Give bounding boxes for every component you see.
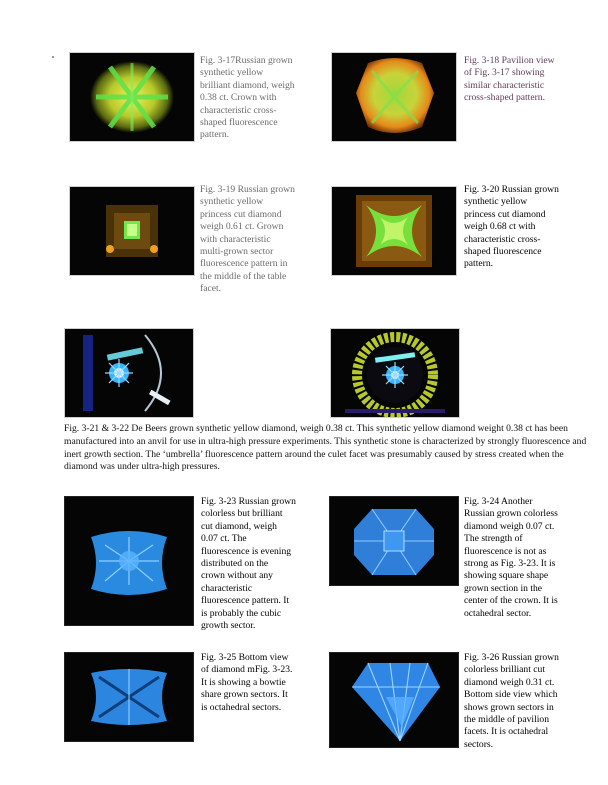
page-speck	[52, 56, 54, 58]
caption-fig-3-21-22: Fig. 3-21 & 3-22 De Beers grown synthetic yellow diamond, weigh 0.38 ct. This synthetic yellow diamond weight 0.38 ct has been manufactured into an anvil for use in ultra-high pressure experiments. This synthetic stone is characterized by strongly fluorescence and inert growth section. The ‘umbrella’ fluorescence pattern around the culet facet was presumably caused by stress created when the diamond was under ultra-high pressures.	[64, 423, 587, 473]
caption-fig-3-25: Fig. 3-25 Bottom view of diamond mFig. 3-23. It is showing a bowtie share grown sectors. It is octahedral sectors.	[201, 652, 293, 713]
caption-fig-3-20: Fig. 3-20 Russian grown synthetic yellow princess cut diamond weigh 0.68 ct with characteristic cross- shaped fluorescence pattern.	[464, 184, 559, 270]
caption-fig-3-19: Fig. 3-19 Russian grown synthetic yellow princess cut diamond weigh 0.61 ct. Grown with characteristic multi-grown sector fluorescence pattern in the middle of the table facet.	[200, 184, 295, 295]
caption-fig-3-23: Fig. 3-23 Russian grown colorless but brilliant cut diamond, weigh 0.07 ct. The fluorescence is evening distributed on the crown without any characteristic fluorescence pattern. It is probably the cubic growth sector.	[201, 496, 296, 632]
caption-fig-3-26: Fig. 3-26 Russian grown colorless brilliant cut diamond weigh 0.31 ct. Bottom side view which shows grown sectors in the middle of pavilion facets. It is octahedral sectors.	[464, 652, 559, 750]
photo-fig-3-17	[69, 52, 195, 142]
photo-fig-3-24	[329, 496, 459, 586]
caption-fig-3-17: Fig. 3-17Russian grown synthetic yellow brilliant diamond, weigh 0.38 ct. Crown with characteristic cross- shaped fluorescence pattern.	[200, 55, 295, 141]
photo-fig-3-19	[69, 186, 195, 276]
photo-fig-3-18	[331, 52, 457, 142]
photo-fig-3-20	[331, 186, 457, 276]
photo-fig-3-23	[64, 496, 194, 626]
photo-fig-3-22	[330, 328, 460, 418]
caption-fig-3-18: Fig. 3-18 Pavilion view of Fig. 3-17 showing similar characteristic cross-shaped pattern.	[464, 55, 555, 104]
photo-fig-3-21	[64, 328, 194, 418]
photo-fig-3-25	[64, 652, 194, 742]
photo-fig-3-26	[329, 652, 459, 748]
caption-fig-3-24: Fig. 3-24 Another Russian grown colorless diamond weigh 0.07 ct. The strength of fluorescence is not as strong as Fig. 3-23. It is showing square shape grown section in the center of the crown. It is octahedral sector.	[464, 496, 558, 619]
